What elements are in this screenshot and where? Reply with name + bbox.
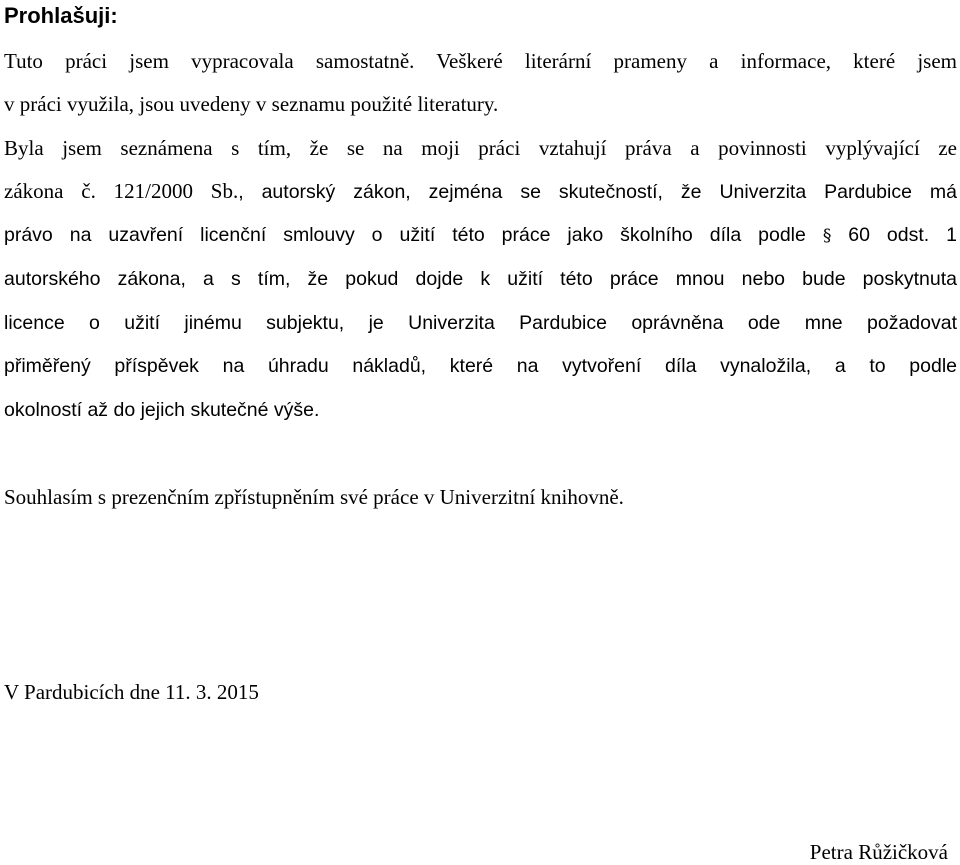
declaration-line-4 bbox=[4, 178, 957, 205]
section-sign: § bbox=[822, 226, 832, 246]
declaration-line-7: licence o užití jinému subjektu, je Univerzita Pardubice oprávněna ode mne požadovat bbox=[4, 312, 957, 334]
declaration-line-1: Tuto práci jsem vypracovala samostatně. Veškeré literární prameny a informace, které jsem bbox=[4, 49, 957, 73]
law-citation: zákona č. 121/2000 Sb. bbox=[4, 179, 239, 203]
author-signature: Petra Růžičková bbox=[809, 840, 948, 864]
declaration-line-6: autorského zákona, a s tím, že pokud dojde k užití této práce mnou nebo bude poskytnuta bbox=[4, 268, 957, 290]
declaration-line-5-end: 60 odst. 1 bbox=[848, 224, 958, 246]
declaration-line-8: přiměřený příspěvek na úhradu nákladů, které na vytvoření díla vynaložila, a to podle bbox=[4, 355, 957, 377]
declaration-line-4-rest: , autorský zákon, zejména se skutečností, že Univerzita Pardubice má bbox=[238, 181, 957, 203]
declaration-line-9: okolností až do jejich skutečné výše. bbox=[4, 399, 320, 421]
place-and-date: V Pardubicích dne 11. 3. 2015 bbox=[4, 680, 259, 704]
declaration-heading: Prohlašuji: bbox=[4, 3, 118, 28]
declaration-line-3: Byla jsem seznámena s tím, že se na moji práci vztahují práva a povinnosti vyplývající ze bbox=[4, 136, 957, 160]
declaration-line-5-start: právo na uzavření licenční smlouvy o užití této práce jako školního díla podle bbox=[4, 224, 806, 246]
declaration-line-2: v práci využila, jsou uvedeny v seznamu použité literatury. bbox=[4, 92, 499, 116]
consent-statement: Souhlasím s prezenčním zpřístupněním své práce v Univerzitní knihovně. bbox=[4, 485, 624, 509]
declaration-line-5 bbox=[4, 222, 957, 249]
